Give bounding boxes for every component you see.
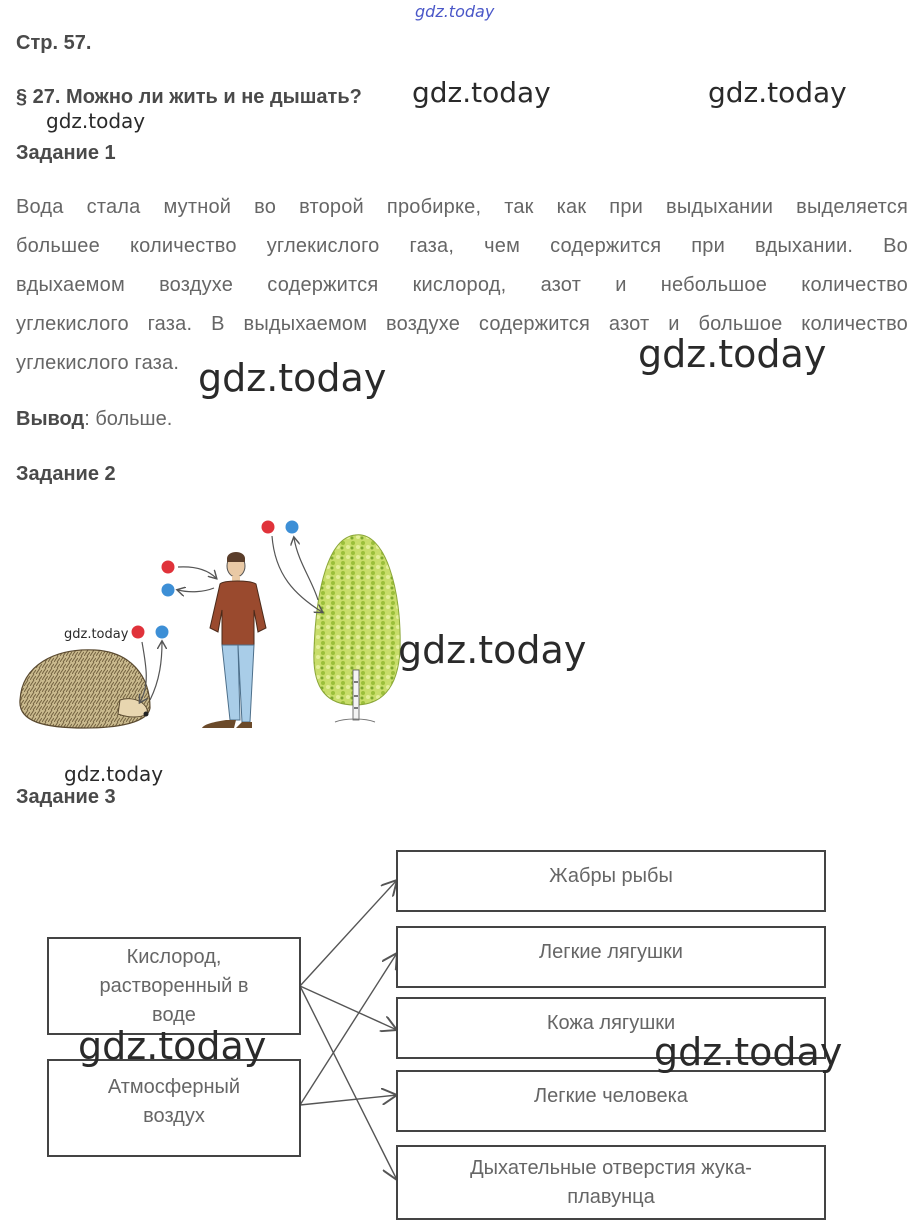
box-label: Атмосферный воздух <box>107 1076 241 1127</box>
conclusion-label: Вывод <box>16 408 85 430</box>
arrow <box>300 986 397 1030</box>
watermark: gdz.today <box>46 109 146 133</box>
right-box-beetle-spiracles <box>396 1145 826 1220</box>
watermark-top: gdz.today <box>415 2 495 21</box>
right-box-fish-gills <box>396 850 826 912</box>
paragraph-line: углекислого газа. <box>16 352 180 374</box>
watermark: gdz.today <box>78 1024 267 1068</box>
watermark: gdz.today <box>654 1030 843 1074</box>
paragraph-line: углекислого газа. В выдыхаемом воздухе содержится азот и большое количество <box>16 313 908 335</box>
right-box-human-lungs <box>396 1070 826 1132</box>
left-box-dissolved-oxygen <box>47 937 301 1035</box>
watermark: gdz.today <box>412 76 551 109</box>
paragraph-line: вдыхаемом воздухе содержится кислород, азот и небольшое количество <box>16 274 908 296</box>
watermark: gdz.today <box>708 76 847 109</box>
box-label: Кожа лягушки <box>546 1012 676 1034</box>
page-ref: Стр. 57. <box>16 32 92 54</box>
watermark: gdz.today <box>198 356 387 400</box>
watermark: gdz.today <box>638 332 827 376</box>
conclusion-text: : больше. <box>84 408 173 430</box>
left-box-atmospheric-air <box>47 1059 301 1157</box>
watermark: gdz.today <box>398 628 587 672</box>
watermark: gdz.today <box>64 762 164 786</box>
paragraph-line: большее количество углекислого газа, чем содержится при вдыхании. Во <box>16 235 908 257</box>
task2-heading: Задание 2 <box>16 463 116 485</box>
right-box-frog-lungs <box>396 926 826 988</box>
box-label: Дыхательные отверстия жука-плавунца <box>470 1156 752 1208</box>
arrow <box>300 880 397 986</box>
paragraph-line: Вода стала мутной во второй пробирке, так как при выдыхании выделяется <box>16 196 908 218</box>
arrow <box>300 1095 397 1105</box>
task3-heading: Задание 3 <box>16 786 116 808</box>
section-title: § 27. Можно ли жить и не дышать? <box>16 86 362 108</box>
box-label: Легкие человека <box>534 1085 688 1107</box>
box-label: Легкие лягушки <box>539 941 683 963</box>
task1-heading: Задание 1 <box>16 142 116 164</box>
watermark: gdz.today <box>64 627 129 642</box>
box-label: Жабры рыбы <box>549 865 673 887</box>
box-label: Кислород, растворенный в воде <box>99 945 249 1026</box>
